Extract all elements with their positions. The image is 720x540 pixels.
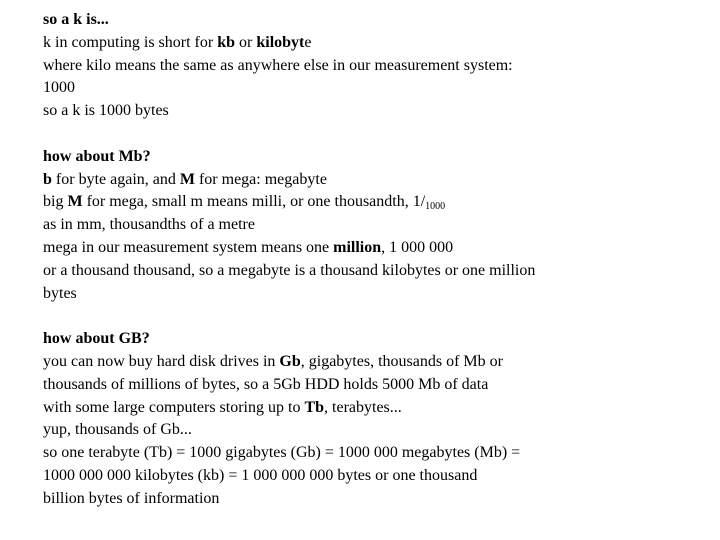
mb-line-4: mega in our measurement system means one million, 1 000 000 — [43, 238, 454, 256]
gb-line-4: yup, thousands of Gb... — [43, 421, 192, 439]
gb-line-3: with some large computers storing up to Tb, terabytes... — [43, 398, 402, 416]
paragraph-gap — [43, 123, 703, 146]
mb-heading: how about Mb? — [43, 147, 151, 165]
kb-heading: so a k is... — [43, 11, 109, 28]
mb-line-5: or a thousand thousand, so a megabyte is a thousand kilobytes or one million — [43, 261, 536, 279]
mb-line-6: bytes — [43, 284, 77, 302]
kb-line-3: 1000 — [43, 79, 75, 97]
gb-line-5: so one terabyte (Tb) = 1000 gigabytes (Gb) = 1000 000 megabytes (Mb) = — [43, 444, 521, 462]
slide-text — [43, 9, 703, 511]
gb-line-6: 1000 000 000 kilobytes (kb) = 1 000 000 000 bytes or one thousand — [43, 466, 478, 484]
kb-line-4: so a k is 1000 bytes — [43, 102, 169, 120]
gb-line-1: you can now buy hard disk drives in Gb, gigabytes, thousands of Mb or — [43, 352, 503, 370]
kb-line-1: k in computing is short for kb or kilobyte — [43, 33, 312, 51]
kb-line-2: where kilo means the same as anywhere else in our measurement system: — [43, 56, 513, 74]
mb-line-3: as in mm, thousandths of a metre — [43, 216, 255, 234]
mb-line-2: big M for mega, small m means milli, or one thousandth, $1/_{1000}$ — [43, 193, 446, 213]
fraction-denominator: 1000 — [425, 201, 446, 213]
gb-line-2: thousands of millions of bytes, so a 5Gb HDD holds 5000 Mb of data — [43, 375, 489, 393]
mb-line-1: b for byte again, and M for mega: megabyte — [43, 170, 327, 188]
paragraph-gap — [43, 305, 703, 328]
gb-line-7: billion bytes of information — [43, 489, 220, 507]
gb-heading: how about GB? — [43, 330, 150, 348]
